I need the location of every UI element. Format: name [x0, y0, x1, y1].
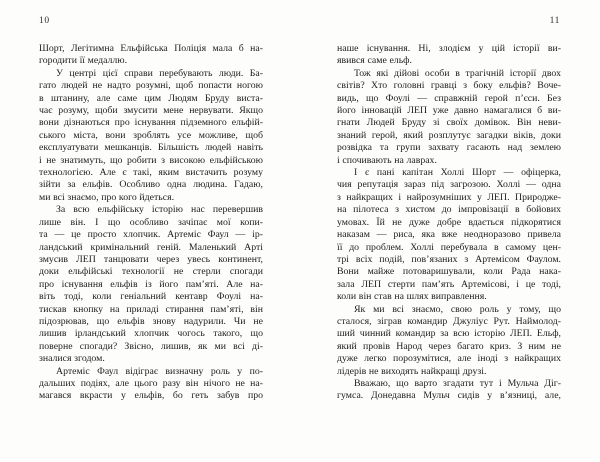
- text-line: сталося, зіграв командир Джуліус Рут. Наймолод-: [337, 315, 561, 327]
- text-line: на пілотеса з хистом до імпровізації в бойових: [337, 204, 561, 216]
- page-left: [39, 0, 263, 462]
- text-line: лише він. І що особливо зачіпає мої копи-: [39, 216, 263, 228]
- page-number-right: 11: [549, 16, 560, 26]
- page-text: [337, 43, 561, 403]
- text-line: Артеміс Фаул відіграє визначну роль у по-: [56, 365, 263, 377]
- text-line: чає розуму, щоби змусити мене нервувати. Якщо: [39, 105, 263, 117]
- text-line: зала ЛЕП стерти пам’ять Артемісові, і це тоді,: [337, 278, 561, 290]
- text-line: віть тоді, коли геніальний кентавр Фоулі на-: [39, 291, 263, 303]
- text-line: Тож які дійові особи в трагічній історії двох: [354, 67, 561, 79]
- paragraph: [337, 304, 561, 378]
- paragraph: [337, 167, 561, 303]
- text-line: зналися згодом.: [39, 353, 105, 365]
- text-line: її до проблем. Холлі перебувала в самому цен-: [337, 241, 561, 253]
- text-line: дуже легко порозумітися, але іноді з найкращих: [337, 353, 561, 365]
- text-line: трі всіх подій, пов’язаних з Артемісом Фаулом.: [337, 253, 561, 265]
- paragraph: [39, 204, 263, 365]
- text-line: коли він став на шлях виправлення.: [337, 291, 487, 303]
- text-line: явився саме ельф.: [337, 55, 412, 67]
- text-line: магався вкрасти у ельфів, бо геть забув про: [39, 390, 263, 402]
- text-line: За всю ельфійську історію нас перевершив: [56, 204, 263, 216]
- text-line: і спочивають на лаврах.: [337, 154, 437, 166]
- text-line: дальших подіях, але цього разу він нічого не на-: [39, 377, 263, 389]
- text-line: ми всі знаємо, про кого йдеться.: [39, 191, 175, 203]
- text-line: підозрював, що ельфів знову надурили. Чи не: [39, 315, 263, 327]
- text-line: і не знатимуть, що робити з високою ельфійською: [39, 154, 263, 166]
- text-line: в штанину, але саме цим Людям Бруду виста-: [39, 92, 263, 104]
- text-line: його інновацій ЛЕП уже давно намагалися б ви-: [337, 105, 561, 117]
- text-line: городити її медаллю.: [39, 55, 128, 67]
- paragraph: [39, 43, 263, 68]
- text-line: поверне спогади? Звісно, лишив, як ми всі ді-: [39, 340, 263, 352]
- text-line: вони дізнаються про існування підземного ельфій-: [39, 117, 263, 129]
- text-line: про існування ельфів із його пам’яті. Але на-: [39, 278, 263, 290]
- text-line: лідерів не виходять найкращі друзі.: [337, 365, 487, 377]
- text-line: розвідка та групи захвату гасають над землею: [337, 142, 561, 154]
- text-line: та — це просто хлопчик. Артеміс Фаул — ір-: [39, 229, 263, 241]
- paragraph: [337, 43, 561, 68]
- text-line: наше існування. Ні, злодієм у цій історії ви-: [337, 43, 561, 54]
- text-line: Шорт, Легітимна Ельфійська Поліція мала б на-: [39, 43, 263, 54]
- text-line: гнати Людей Бруду зі своїх домівок. Він неви-: [337, 117, 561, 129]
- text-line: ший чинний командир за всю історію ЛЕП. Ельф,: [337, 328, 561, 340]
- text-line: з найкращих і найрозумніших у ЛЕП. Природже-: [337, 191, 561, 203]
- text-line: тискав кнопку на приладі стирання пам’яті, він: [39, 303, 263, 315]
- paragraph: [337, 68, 561, 167]
- text-line: лишив ірландський хлопчик чогось такого, що: [39, 328, 263, 340]
- text-line: Вважаю, що варто згадати тут і Мульча Діг-: [354, 377, 561, 389]
- text-line: Як ми всі знаємо, свою роль у тому, що: [354, 303, 561, 315]
- page-text: [39, 43, 263, 403]
- text-line: гумса. Донедавна Мульч сидів у в’язниці, але,: [337, 390, 561, 402]
- text-line: змусив ЛЕП танцювати через увесь континент,: [39, 253, 263, 265]
- text-line: І є пані капітан Холлі Шорт — офіцерка,: [354, 167, 561, 179]
- text-line: технологією. Але є такі, яким вистачить розуму: [39, 167, 263, 179]
- text-line: чия репутація зараз під загрозою. Холлі — одна: [337, 179, 561, 191]
- text-line: який провів Народ через багато криз. З ним не: [337, 340, 561, 352]
- paragraph: [39, 68, 263, 204]
- text-line: ландський кримінальний геній. Маленький Арті: [39, 241, 263, 253]
- text-line: експлуатувати мешканців. Більшість людей навіть: [39, 142, 263, 154]
- text-line: наказам — риса, яка вже неодноразово привела: [337, 229, 561, 241]
- text-line: доки ельфійські технології не стерли спогади: [39, 266, 263, 278]
- paragraph: [337, 378, 561, 403]
- page-number-left: 10: [39, 16, 50, 26]
- text-line: умовах. Їй не дуже добре вдається підкорятися: [337, 216, 561, 228]
- text-line: Вони майже потоваришували, коли Рада нака-: [337, 266, 561, 278]
- text-line: гато людей не надто розумні, щоб попасти ногою: [39, 80, 263, 92]
- text-line: світів? Хто головні гравці з боку ельфів? Воче-: [337, 80, 561, 92]
- text-line: У центрі цієї справи перебувають люди. Ба-: [56, 67, 263, 79]
- text-line: видь, що Фоулі — справжній герой п’єси. Без: [337, 92, 561, 104]
- text-line: зійти за ельфів. Особливо одна людина. Гадаю,: [39, 179, 263, 191]
- text-line: знаний герой, який розплутує загадки віків, доки: [337, 129, 561, 141]
- paragraph: [39, 366, 263, 403]
- text-line: ського міста, вони зроблять усе можливе, щоб: [39, 129, 263, 141]
- page-right: [337, 0, 561, 462]
